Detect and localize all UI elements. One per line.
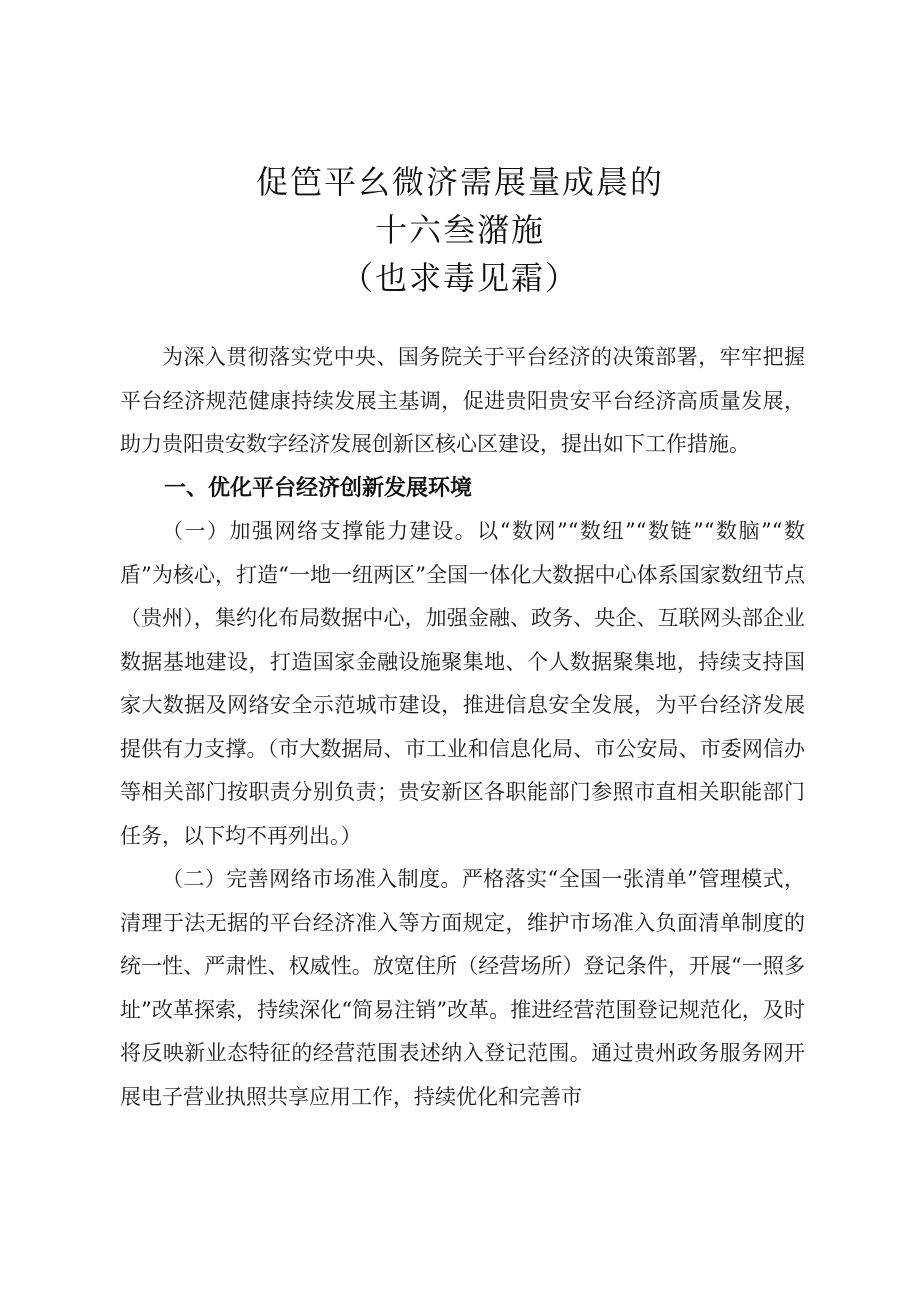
paragraph-2: （二）完善网络市场准入制度。严格落实“全国一张清单”管理模式，清理于法无据的平台经济准入等方面规定，维护市场准入负面清单制度的统一性、严肃性、权威性。放宽住所（经营场所）登记条件，开展“一照多址”改革探索，持续深化“简易注销”改革。推进经营范围登记规范化，及时将反映新业态特征的经营范围表述纳入登记范围。通过贵州政务服务网开展电子营业执照共享应用工作，持续优化和完善市	[120, 867, 805, 1109]
title-line-1: 促笆平幺微济需展量成晨的	[255, 163, 664, 201]
document-title	[0, 158, 920, 302]
intro-paragraph: 为深入贯彻落实党中央、国务院关于平台经济的决策部署，牢牢把握平台经济规范健康持续发展主基调，促进贵阳贵安平台经济高质量发展，助力贵阳贵安数字经济发展创新区核心区建设，提出如下工作措施。	[120, 345, 805, 456]
section-heading-1: 一、优化平台经济创新发展环境	[164, 475, 473, 501]
document-body	[120, 336, 805, 1119]
title-line-2: 十六叁潴施	[374, 211, 545, 249]
title-line-3: （也求毒见霜）	[340, 259, 579, 297]
paragraph-1: （一）加强网络支撑能力建设。以“数网”“数纽”“数链”“数脑”“数盾”为核心，打造“一地一纽两区”全国一体化大数据中心体系国家数纽节点（贵州），集约化布局数据中心，加强金融、政务、央企、互联网头部企业数据基地建设，打造国家金融设施聚集地、个人数据聚集地，持续支持国家大数据及网络安全示范城市建设，推进信息安全发展，为平台经济发展提供有力支撑。（市大数据局、市工业和信息化局、市公安局、市委网信办等相关部门按职责分别负责；贵安新区各职能部门参照市直相关职能部门任务，以下均不再列出。）	[120, 519, 805, 848]
